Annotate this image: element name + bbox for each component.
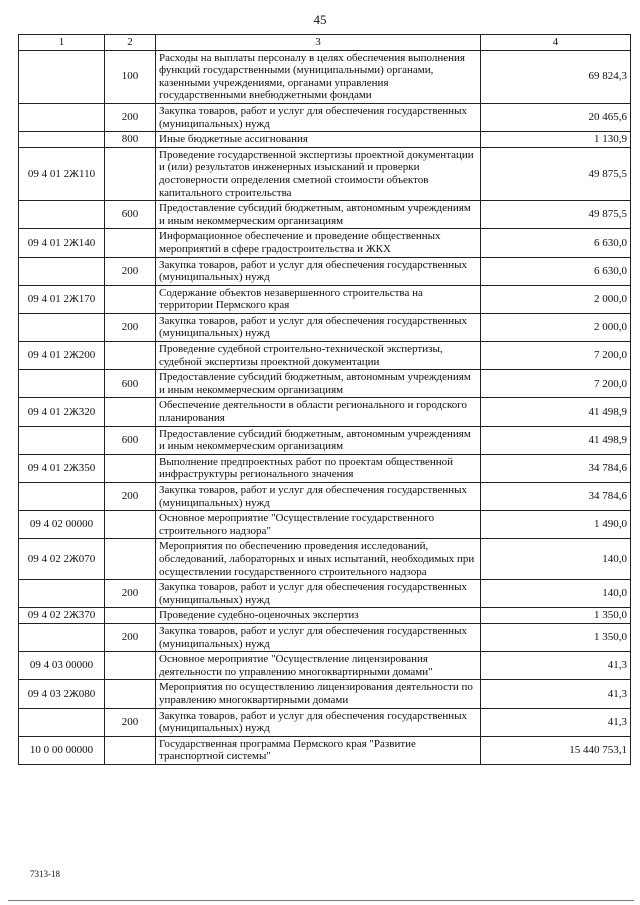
row-expense-type-cell: 200	[105, 580, 156, 608]
row-amount-cell: 140,0	[481, 539, 631, 580]
column-header-3: 3	[156, 35, 481, 51]
row-expense-type-cell	[105, 652, 156, 680]
column-header-2: 2	[105, 35, 156, 51]
row-code-cell: 09 4 01 2Ж140	[19, 229, 105, 257]
row-amount-cell: 41 498,9	[481, 426, 631, 454]
table-header-row	[19, 35, 631, 51]
table-row	[19, 229, 631, 257]
row-description-cell: Закупка товаров, работ и услуг для обеспечения государственных (муниципальных) нужд	[156, 580, 481, 608]
document-code: 7313-18	[30, 869, 60, 879]
table-row	[19, 426, 631, 454]
table-row	[19, 580, 631, 608]
row-description-cell: Закупка товаров, работ и услуг для обеспечения государственных (муниципальных) нужд	[156, 313, 481, 341]
row-amount-cell: 6 630,0	[481, 229, 631, 257]
row-description-cell: Выполнение предпроектных работ по проектам общественной инфраструктуры регионального значения	[156, 454, 481, 482]
row-expense-type-cell	[105, 680, 156, 708]
row-expense-type-cell: 800	[105, 132, 156, 148]
row-code-cell	[19, 426, 105, 454]
table-row	[19, 370, 631, 398]
row-code-cell	[19, 708, 105, 736]
column-header-4: 4	[481, 35, 631, 51]
row-code-cell: 09 4 02 2Ж070	[19, 539, 105, 580]
row-amount-cell: 49 875,5	[481, 201, 631, 229]
row-description-cell: Мероприятия по осуществлению лицензирования деятельности по управлению многоквартирными домами	[156, 680, 481, 708]
row-code-cell: 09 4 02 2Ж370	[19, 608, 105, 624]
row-expense-type-cell	[105, 608, 156, 624]
row-description-cell: Мероприятия по обеспечению проведения исследований, обследований, лабораторных и иных испытаний, необходимых при осуществлении государственного строительного надзора	[156, 539, 481, 580]
row-expense-type-cell	[105, 147, 156, 200]
budget-table	[18, 34, 631, 765]
row-code-cell: 10 0 00 00000	[19, 736, 105, 764]
row-description-cell: Предоставление субсидий бюджетным, автономным учреждениям и иным некоммерческим организациям	[156, 201, 481, 229]
row-code-cell: 09 4 01 2Ж110	[19, 147, 105, 200]
row-code-cell	[19, 370, 105, 398]
row-description-cell: Закупка товаров, работ и услуг для обеспечения государственных (муниципальных) нужд	[156, 483, 481, 511]
table-row	[19, 708, 631, 736]
column-header-1: 1	[19, 35, 105, 51]
row-expense-type-cell: 600	[105, 201, 156, 229]
row-amount-cell: 20 465,6	[481, 103, 631, 131]
row-expense-type-cell	[105, 539, 156, 580]
row-expense-type-cell: 200	[105, 103, 156, 131]
table-row	[19, 257, 631, 285]
table-row	[19, 680, 631, 708]
row-code-cell	[19, 50, 105, 103]
row-description-cell: Закупка товаров, работ и услуг для обеспечения государственных (муниципальных) нужд	[156, 103, 481, 131]
row-expense-type-cell: 200	[105, 483, 156, 511]
row-amount-cell: 1 350,0	[481, 608, 631, 624]
row-description-cell: Предоставление субсидий бюджетным, автономным учреждениям и иным некоммерческим организациям	[156, 370, 481, 398]
row-description-cell: Закупка товаров, работ и услуг для обеспечения государственных (муниципальных) нужд	[156, 708, 481, 736]
table-row	[19, 132, 631, 148]
row-amount-cell: 41,3	[481, 652, 631, 680]
table-row	[19, 342, 631, 370]
table-row	[19, 539, 631, 580]
row-amount-cell: 7 200,0	[481, 342, 631, 370]
row-code-cell: 09 4 02 00000	[19, 511, 105, 539]
row-amount-cell: 140,0	[481, 580, 631, 608]
row-amount-cell: 1 130,9	[481, 132, 631, 148]
table-row	[19, 652, 631, 680]
row-expense-type-cell: 200	[105, 313, 156, 341]
table-row	[19, 147, 631, 200]
row-amount-cell: 34 784,6	[481, 483, 631, 511]
row-code-cell	[19, 201, 105, 229]
row-code-cell: 09 4 03 2Ж080	[19, 680, 105, 708]
row-code-cell	[19, 580, 105, 608]
row-amount-cell: 2 000,0	[481, 313, 631, 341]
row-description-cell: Предоставление субсидий бюджетным, автономным учреждениям и иным некоммерческим организациям	[156, 426, 481, 454]
row-code-cell: 09 4 01 2Ж350	[19, 454, 105, 482]
row-description-cell: Обеспечение деятельности в области регионального и городского планирования	[156, 398, 481, 426]
table-row	[19, 608, 631, 624]
row-amount-cell: 34 784,6	[481, 454, 631, 482]
row-expense-type-cell: 200	[105, 257, 156, 285]
row-description-cell: Проведение судебной строительно-технической экспертизы, судебной экспертизы проектной документации	[156, 342, 481, 370]
row-description-cell: Иные бюджетные ассигнования	[156, 132, 481, 148]
row-amount-cell: 2 000,0	[481, 285, 631, 313]
table-row	[19, 736, 631, 764]
bottom-rule	[8, 900, 634, 901]
row-amount-cell: 7 200,0	[481, 370, 631, 398]
table-row	[19, 511, 631, 539]
row-expense-type-cell: 200	[105, 708, 156, 736]
row-code-cell	[19, 132, 105, 148]
row-code-cell	[19, 313, 105, 341]
row-description-cell: Информационное обеспечение и проведение общественных мероприятий в сфере градостроительства и ЖКХ	[156, 229, 481, 257]
row-description-cell: Государственная программа Пермского края "Развитие транспортной системы"	[156, 736, 481, 764]
row-code-cell	[19, 483, 105, 511]
row-amount-cell: 41,3	[481, 680, 631, 708]
row-expense-type-cell: 200	[105, 623, 156, 651]
table-row	[19, 313, 631, 341]
row-expense-type-cell	[105, 511, 156, 539]
row-expense-type-cell: 600	[105, 370, 156, 398]
table-row	[19, 398, 631, 426]
row-amount-cell: 49 875,5	[481, 147, 631, 200]
table-row	[19, 50, 631, 103]
row-expense-type-cell	[105, 398, 156, 426]
row-amount-cell: 1 490,0	[481, 511, 631, 539]
row-code-cell	[19, 623, 105, 651]
row-description-cell: Закупка товаров, работ и услуг для обеспечения государственных (муниципальных) нужд	[156, 257, 481, 285]
row-amount-cell: 41,3	[481, 708, 631, 736]
row-expense-type-cell	[105, 342, 156, 370]
row-amount-cell: 15 440 753,1	[481, 736, 631, 764]
row-code-cell: 09 4 01 2Ж320	[19, 398, 105, 426]
row-expense-type-cell: 100	[105, 50, 156, 103]
table-row	[19, 483, 631, 511]
row-code-cell	[19, 103, 105, 131]
row-code-cell	[19, 257, 105, 285]
row-expense-type-cell	[105, 454, 156, 482]
row-description-cell: Основное мероприятие "Осуществление лицензирования деятельности по управлению многоквартирными домами"	[156, 652, 481, 680]
row-description-cell: Проведение государственной экспертизы проектной документации и (или) результатов инженерных изысканий и проверки достоверности определения сметной стоимости объектов капитального строительства	[156, 147, 481, 200]
table-row	[19, 623, 631, 651]
table-row	[19, 454, 631, 482]
row-expense-type-cell	[105, 736, 156, 764]
row-code-cell: 09 4 01 2Ж200	[19, 342, 105, 370]
row-description-cell: Расходы на выплаты персоналу в целях обеспечения выполнения функций государственными (муниципальными) органами, казенными учреждениями, органами управления государственными внебюджетными фондами	[156, 50, 481, 103]
row-amount-cell: 6 630,0	[481, 257, 631, 285]
row-description-cell: Содержание объектов незавершенного строительства на территории Пермского края	[156, 285, 481, 313]
row-code-cell: 09 4 03 00000	[19, 652, 105, 680]
row-amount-cell: 41 498,9	[481, 398, 631, 426]
table-body	[19, 50, 631, 764]
table-row	[19, 103, 631, 131]
row-amount-cell: 1 350,0	[481, 623, 631, 651]
table-row	[19, 285, 631, 313]
row-description-cell: Закупка товаров, работ и услуг для обеспечения государственных (муниципальных) нужд	[156, 623, 481, 651]
table-row	[19, 201, 631, 229]
row-description-cell: Основное мероприятие "Осуществление государственного строительного надзора"	[156, 511, 481, 539]
page-number: 45	[313, 12, 327, 27]
row-code-cell: 09 4 01 2Ж170	[19, 285, 105, 313]
row-description-cell: Проведение судебно-оценочных экспертиз	[156, 608, 481, 624]
row-amount-cell: 69 824,3	[481, 50, 631, 103]
row-expense-type-cell	[105, 229, 156, 257]
row-expense-type-cell	[105, 285, 156, 313]
row-expense-type-cell: 600	[105, 426, 156, 454]
